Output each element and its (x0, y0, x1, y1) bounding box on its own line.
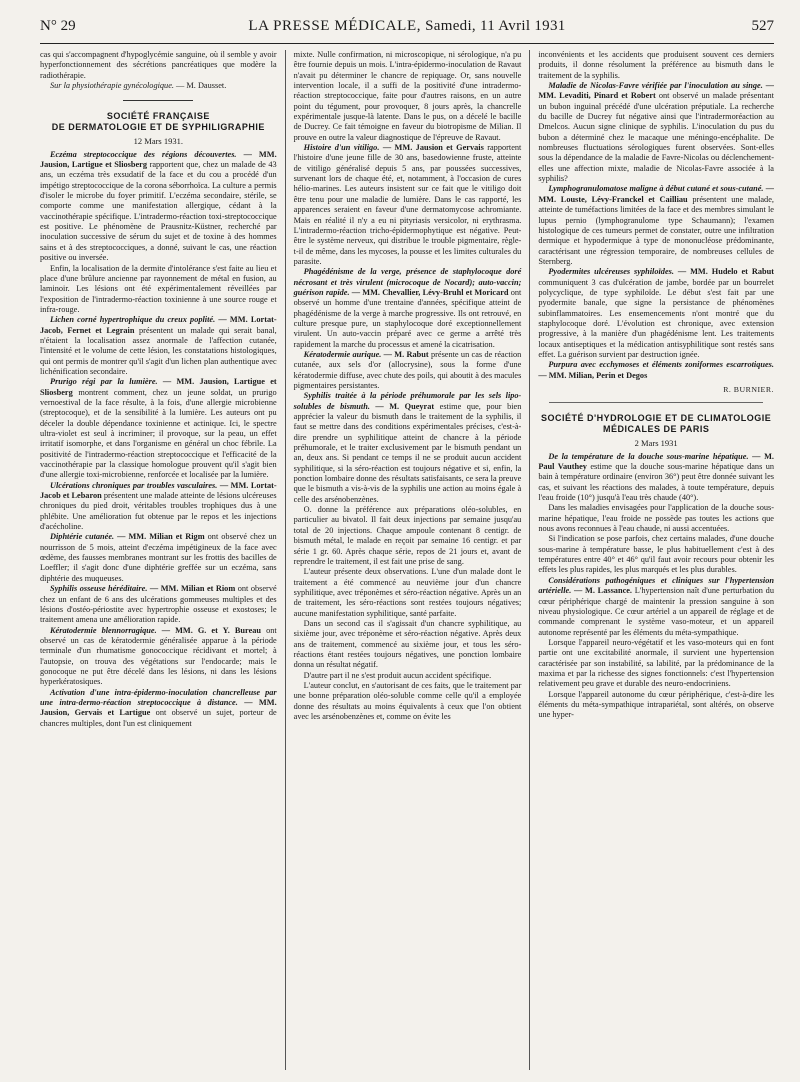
article-nicolas-favre (538, 81, 774, 184)
paragraph: Dans les maladies envisagées pour l'application de la douche sous-marine hépatique, l'eau froide ne possède pas toutes les actions que nous avons reconnues à l'eau chaude, ni aussi accentuées. (538, 503, 774, 534)
article-body: L'hypertension naît d'une perturbation du cœur périphérique chargé de maintenir la pression sanguine à son niveau physiologique. Ce cœur artériel a un appareil de réglage et de commande comprenant le système vaso-moteur, et un appareil autonome représenté par les éléments du méta-sympathique. (538, 586, 774, 637)
society-name-line-1: SOCIÉTÉ D'HYDROLOGIE ET DE CLIMATOLOGIE (540, 413, 772, 424)
society-heading (40, 111, 277, 133)
article-title: Activation d'une intra-épidermo-inoculation chancrelleuse par une intra-dermo-réaction streptococcique à distance. (40, 687, 277, 707)
paragraph: inconvénients et les accidents que produisent souvent ces derniers produits, il donne résolument la préférence au bismuth dans le traitement de la syphilis. (538, 50, 774, 80)
paragraph: Lorsque l'appareil neuro-végétatif et les vaso-moteurs qui en font partie ont une excitabilité anormale, il survient une hypertension caractérisée par son instabilité, sa labilité, par la prédominance de la maxima et par la richesse des signes fonctionnels: c'est l'hypertension relativement peu grave et durable des neuro-endocriniens. (538, 637, 774, 689)
society-name-line-1: SOCIÉTÉ FRANÇAISE (106, 111, 210, 122)
article-ulcerations (40, 481, 277, 533)
article-body: rapportent que, chez un malade de 43 ans, un eczéma très exsudatif de la face et du cou a procédé d'un impétigo streptococcique de la corona séborrhoïca. La culture a permis d'isoler le microbe du foyer primitif. L'eczéma secondaire, stérile, se comporte comme une manifestation allergique, cédant à la vaccinothérapie spécifique. L'intradermo-réaction toxi-streptococcique est positive. Le phénomène de Prausnitz-Küstner, recherché par inoculation successive de sérum du sujet et de toxine à des hommes sains et à des streptococciques, a donné, suivant le cas, une réaction positive ou inversée. (40, 160, 277, 263)
column-2 (285, 50, 530, 1070)
article-purpura (538, 360, 774, 381)
article-authors: — MM. Jausion et Gervais (382, 143, 484, 153)
paragraph: Dans un second cas il s'agissait d'un chancre syphilitique, au sixième jour, avec tréponème et séro-réaction négative. Après deux ans de traitement, commencé au sixième jour, et tous les séro-réactions étant restées toujours négatives, une ponction lombaire donna un résultat négatif. (293, 618, 522, 670)
article-authors: — MM. Jausion, Lartigue et Sliosberg (40, 149, 277, 170)
society-name-line-2: DE DERMATOLOGIE ET DE SYPHILIGRAPHIE (51, 122, 265, 133)
article-authors: — M. Rabut (383, 349, 429, 359)
article-title: Lymphogranulomatose maligne à début cutané et sous-cutané. (548, 184, 764, 194)
article-authors: — MM. Chevallier, Lévy-Bruhl et Moricard (351, 287, 509, 297)
article-title: Syphilis traitée à la période préhumorale par les sels lipo-solubles de bismuth. (293, 391, 522, 411)
article-body: ont observé un sujet, porteur de chancres multiples, dont l'un est cliniquement (40, 708, 277, 728)
session-date: 2 Mars 1931 (634, 438, 678, 449)
paragraph: Lorsque l'appareil autonome du cœur périphérique, c'est-à-dire les éléments du méta-sympathique intrapariétal, sont altérés, on observe une hyper- (538, 689, 774, 720)
running-title (248, 18, 565, 35)
article-diphterie (40, 532, 277, 584)
section-signature: R. BURNIER. (723, 385, 774, 394)
article-body: estime que la douche sous-marine hépatique dans un bain à température ordinaire (environ 36°) peut être donnée suivant les cas, et suivant les réactions des malades, à toute température, depuis l'eau froide (10°) jusqu'à l'eau très chaude (40°). (538, 462, 774, 503)
article-lymphogranulomatose (538, 184, 774, 267)
article-title: Phagédénisme de la verge, présence de staphylocoque doré nécrosant et très virulent (microcoque de Nocard); auto-vaccin; guérison rapide. (293, 267, 522, 297)
paragraph: mixte. Nulle confirmation, ni microscopique, ni sérologique, n'a pu être fournie depuis un mois. L'intra-épidermo-inoculation de Ravaut n'avait pu déterminer le chancre de repiquage. Or, sans nouvelle intervention locale, il a suffi de la positivité d'une intradermo-réaction streptococcique, faite pour d'autres raisons, en un autre point du tégument, pour provoquer, 8 jours après, la chancrelle expérimentale jusque-là latente. Dans le pus, on a décelé le bacille de Ducrey. Ce fait témoigne en faveur du biotropisme de Milian. Il prouve en outre la valeur diagnostique de l'épreuve de Ravaut. (293, 50, 522, 142)
article-title: Eczéma streptococcique des régions découvertes. (50, 149, 237, 159)
paragraph: cas qui s'accompagnent d'hypoglycémie sanguine, où il semble y avoir hyperfonctionnement des sécrétions pancréatiques que modère la radiothérapie. (40, 50, 277, 80)
article-body: communiquent 3 cas d'ulcération de jambe, bordée par un bourrelet polycyclique, de type syphiloïde. Le début s'est fait par une pyodermite banale, que signe la persistance de phénomènes subinflammatoires. Les ensemencements n'ont montré que du staphylocoque doré. L'évolution est chronique, avec extension progressive, à la manière d'un phagédénisme lent. Les traitements locaux antiseptiques et la médication antisyphilitique sont restés sans effet. La guérison survient par destruction ignée. (538, 277, 774, 359)
paragraph: O. donne la préférence aux préparations oléo-solubles, en particulier au bivatol. Il fait deux injections par semaine jusqu'au total de 20 injections. Chaque ampoule contenant 8 centigr. de bismuth métal, le malade en reçoit par semaine 16 centigr. et par série 1 gr. 60. Après chaque série, repos de 21 jours et, avant de reprendre le traitement, il est fait une prise de sang. (293, 505, 522, 566)
article-title: Prurigo régi par la lumière. (50, 377, 158, 387)
article-authors: — MM. Louste, Lévy-Franckel et Cailliau (538, 184, 774, 204)
divider (123, 100, 193, 101)
article-title: Considérations pathogéniques et cliniques sur l'hypertension artérielle. (538, 575, 774, 596)
article-authors: — MM. Jausion, Lartigue et Sliosberg (40, 377, 277, 397)
paragraph: D'autre part il ne s'est produit aucun accident spécifique. (303, 670, 492, 680)
paragraph: L'auteur présente deux observations. L'une d'un malade dont le traitement a été commencé au neuvième jour d'un chancre syphilitique, avec tréponèmes et séro-réaction négative. Après un an de traitement, les séro-réactions sont restées toujours négatives; aucune manifestation syphilitique, santé parfaite. (293, 567, 522, 618)
article-phagedenisme (294, 267, 522, 350)
article-lichen (40, 315, 277, 377)
article-body: présentent une malade, atteinte de tuméfactions limitées de la face et des membres simulant le lupus pernio (lymphogranulome type Schaumann); l'examen histologique de ces tumeurs permet de constater, outre une infiltration dermique et hypodermique à type de mononucléose prédominante, caractérisant une régression temporaire, de nombreuses cellules de Sternberg. (538, 194, 774, 266)
article-title: Histoire d'un vitiligo. (303, 143, 380, 153)
article-syphilis-osseuse (40, 584, 277, 625)
divider (549, 402, 763, 403)
article-prurigo (40, 377, 277, 480)
article-keratodermie (40, 626, 277, 688)
paragraph: Enfin, la localisation de la dermite d'intolérance s'est faite au lieu et place d'une brûlure ancienne par rayonnement de métal en fusion, au laminoir. Les lésions ont été expérimentalement réveillées par l'exposition de l'intradermo-réaction toxinienne à une source rouge et infra-rouge. (40, 263, 277, 314)
article-body: présente un cas de réaction cutanée, aux sels d'or (allocrysine), sous la forme d'une kératodermie diffuse, avec chute des poils, qui aboutit à des macules pigmentaires persistantes. (293, 349, 522, 390)
paragraph: L'auteur conclut, en s'autorisant de ces faits, que le traitement par une bonne préparation oléo-soluble comme celle qu'il a employée donne des résultats au moins équivalents à ceux que l'on obtient avec les arsénobenzènes et, comme on évite les (293, 680, 522, 721)
article-authors: — MM. Lortat-Jacob, Fernet et Legrain (40, 315, 277, 335)
article-authors: — MM. Levaditi, Pinard et Robert (538, 81, 774, 101)
article-title: Kératodermie blennorragique. (50, 625, 157, 635)
article-douche (538, 452, 774, 504)
paragraph: Si l'indication se pose parfois, chez certains malades, d'une douche sous-marine à température basse, le plus habituellement c'est à des températures entre 40° et 46° qu'il faut avoir recours pour obtenir les effets les plus rapides, les plus marqués et les plus durables. (538, 534, 774, 575)
article-authors: — MM. Lortat-Jacob et Lebaron (40, 480, 277, 501)
article-activation (40, 688, 277, 729)
article-authors: — M. Queyrat (375, 401, 435, 411)
article-authors: — M. Dausset. (176, 81, 227, 91)
article-syphilis-bismuth (294, 391, 522, 505)
article-title: Syphilis osseuse héréditaire. (50, 584, 148, 594)
article-title: Lichen corné hypertrophique du creux poplité. (50, 315, 216, 325)
issue-date: Samedi, 11 Avril 1931 (425, 18, 566, 34)
column-1 (40, 50, 285, 1070)
article-authors: — MM. Jausion, Gervais et Lartigue (40, 697, 277, 718)
text-columns (40, 50, 774, 1070)
article-title: Sur la physiothérapie gynécologique. (50, 81, 174, 91)
article-body: ont observé un malade présentant un bubon inguinal précédé d'une ulcération préputiale. La recherche du bacille de Ducrey fut négative ainsi que l'intradermoréaction au Dmelcos. Aucun signe clinique de syphilis. L'inoculation du pus du bubon a déterminé chez le macaque une méningo-encéphalite. De nombreuses fluctuations sérologiques furent observées. Sont-elles sous la dépendance de la maladie de Favre-Nicolas ou déclenchement-elles une affection mixte, maladie de Nicolas-Favre associée à la syphilis? (538, 91, 774, 184)
article-title: Kératodermie aurique. (303, 349, 382, 359)
article-title: Maladie de Nicolas-Favre vérifiée par l'inoculation au singe. (548, 81, 763, 91)
society-name-line-2: MÉDICALES DE PARIS (602, 424, 710, 435)
article-body: ont observé chez un enfant de 6 ans des ulcérations gommeuses multiples et des lésions d'ostéo-périostite avec hypertrophie osseuse et exostoses; le traitement amena une amélioration rapide. (40, 584, 277, 625)
article-vitiligo (294, 143, 522, 267)
society-heading (538, 413, 774, 435)
article-title: Pyodermites ulcéreuses syphiloïdes. (548, 267, 674, 277)
page-header (40, 18, 774, 44)
column-3 (529, 50, 774, 1070)
article-authors: — MM. Hudelo et Rabut (677, 267, 774, 277)
article-authors: — MM. Milian, Perin et Degos (538, 370, 648, 380)
article-physiotherapie (40, 81, 277, 91)
publication-name: LA PRESSE MÉDICALE, (248, 18, 422, 34)
article-body: ont observé un homme d'une trentaine d'années, spécifique atteint de phagédénisme de la verge à marche progressive. Ils ont retrouvé, en culture presque pure, un staphylocoque doré exceptionnellement virulent. Un auto-vaccin préparé avec ce germe a arrêté très rapidement la marche du processus et amené la cicatrisation. (293, 287, 522, 349)
page-number: 527 (751, 18, 774, 34)
article-eczema (40, 150, 277, 264)
article-keratodermie-aurique (294, 350, 522, 391)
article-title: Diphtérie cutanée. (50, 532, 115, 542)
article-body: présentent un malade qui serait banal, n'étaient la localisation assez anormale de l'affection cutanée, l'intensité et le volume de cette lésion, les constatations histologiques, qui ont permis de montrer qu'il s'agit d'un lichen plan authentique avec lichénification secondaire. (40, 325, 277, 376)
article-title: De la température de la douche sous-marine hépatique. (548, 451, 749, 461)
article-body: rapportent l'histoire d'une jeune fille de 30 ans, basedowienne fruste, atteinte de vitiligo généralisé depuis 5 ans, par poussées successives, survenant lors de chaque été, et, notamment, à l'occasion de cures hélio-marines. Les auteurs insistent sur ce fait que le vitiligo doit être tenu pour une maladie de lumière. Dans le cas rapporté, les apparences seraient en faveur d'une dermatomycose achromiante. Mais en réalité il n'y a eu ni pityriasis versicolor, ni erythrasma. L'intradermo-réaction tricho-épidermophytique est négative. Peut-être le système nerveux, qui distribue le trouble pigmentaire, règle-t-il de même, dans les mycoses, la pousse et les limites culturales du parasite. (293, 143, 522, 266)
article-authors: — MM. Milian et Rigm (117, 532, 205, 542)
article-title: Ulcérations chroniques par troubles vasculaires. (50, 480, 218, 490)
article-title: Purpura avec ecchymoses et éléments zoniformes escarrotiques. (548, 360, 774, 370)
article-authors: — M. Lassance. (574, 586, 633, 596)
article-body: ont observé chez un nourrisson de 5 mois, atteint d'eczéma impétigineux de la face avec œdème, des fausses membranes montrant sur les frottis des bacilles de Loeffler; il s'agit donc d'une diphtérie greffée sur un eczéma, sans diphtérie des muqueuses. (40, 532, 277, 583)
article-authors: — M. Paul Vauthey (538, 451, 774, 472)
article-hypertension (538, 576, 774, 638)
session-date: 12 Mars 1931. (133, 136, 183, 147)
article-pyodermites (538, 267, 774, 360)
article-body: estime que, pour bien apprécier la valeur du bismuth dans le traitement de la syphilis, il faut se mettre dans des conditions expérimentales précises, c'est-à-dire prendre un syphilitique atteint de chancre à la période préhumorale, et le traiter exclusivement par le bismuth pendant un an, deux ans. Si pendant ce temps il ne se produit aucun accident syphilitique, si la séro-réaction est toujours négative et si, enfin, la ponction lombaire donne des résultats satisfaisants, ce sera la preuve que le bismuth a vis-à-vis de la syphilis une action au moins égale à celle des arsénobenzènes. (293, 401, 522, 504)
article-body: ont observé un cas de kératodermie généralisée apparue à la période terminale d'un rhumatisme gonococcique récidivant et mortel; à l'autopsie, on trouva des végétations sur l'endocarde; mais le gonocoque ne put être décelé dans les lésions, ni dans les lésions hyperkératosiques. (40, 625, 277, 687)
article-authors: — MM. Milian et Riom (149, 584, 236, 594)
article-body: présentent une malade atteinte de lésions ulcéreuses chroniques du pied droit, véritables troubles trophiques dus à une phlébite. Une amélioration fut obtenue par le repos et les injections d'acécholine. (40, 491, 277, 532)
article-authors: — MM. G. et Y. Bureau (161, 625, 262, 635)
issue-number: N° 29 (40, 18, 76, 34)
article-body: montrent comment, chez un jeune soldat, un prurigo vernoestival de la face résulte, à la fois, d'une allergie microbienne (streptocoque), et de la sensibilité à la lumière. Les auteurs ont pu déceler la double dépendance toxinienne et actinique. Ici, le spectre ultra-violet est seul à incriminer; il provoque, sur la peau, un effet irritatif isomorphe, et dans l'organisme en général un choc fébrile. La positivité de l'intradermo-réaction streptococcique et l'efficacité de la vaccinothérapie par la classique homologue prouvent qu'il s'agit bien d'une allergie toxi-microbienne, renforcée et localisée par la lumière. (40, 387, 277, 480)
